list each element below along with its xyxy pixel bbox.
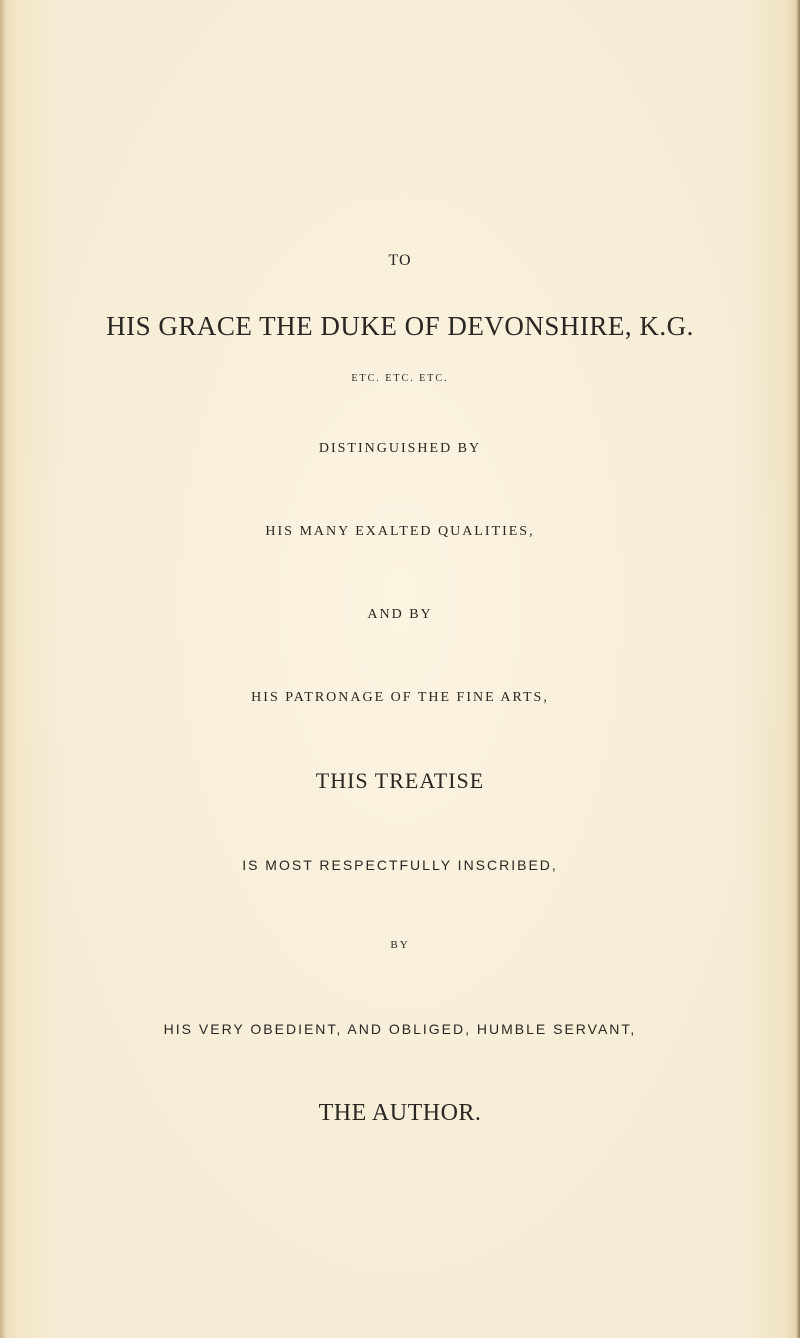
by-line: BY [390, 939, 410, 951]
dedicatee-heading: HIS GRACE THE DUKE OF DEVONSHIRE, K.G. [106, 311, 694, 341]
and-by-line: AND BY [367, 607, 433, 622]
page-left-edge [0, 0, 6, 1338]
page-right-edge [796, 0, 800, 1338]
qualities-line: HIS MANY EXALTED QUALITIES, [265, 524, 535, 539]
author-signature: THE AUTHOR. [318, 1100, 482, 1126]
etc-line: ETC. ETC. ETC. [351, 373, 449, 384]
distinguished-by-line: DISTINGUISHED BY [318, 441, 482, 456]
inscribed-line: IS MOST RESPECTFULLY INSCRIBED, [242, 857, 558, 873]
to-line: TO [388, 252, 412, 269]
servant-line: HIS VERY OBEDIENT, AND OBLIGED, HUMBLE SERVANT, [163, 1021, 637, 1037]
treatise-heading: THIS TREATISE [315, 768, 485, 793]
patronage-line: HIS PATRONAGE OF THE FINE ARTS, [251, 690, 549, 705]
